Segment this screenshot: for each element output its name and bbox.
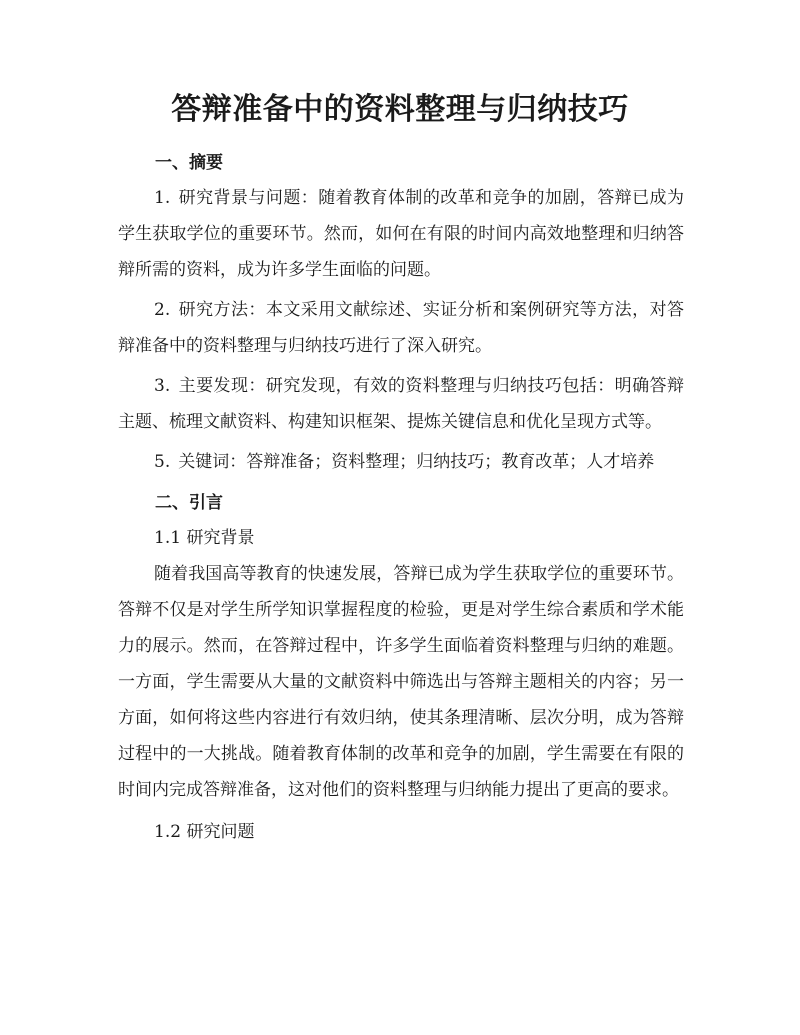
abstract-item-keywords xyxy=(118,444,684,480)
background-paragraph: 随着我国高等教育的快速发展，答辩已成为学生获取学位的重要环节。答辩不仅是对学生所学知识掌握程度的检验，更是对学生综合素质和学术能力的展示。然而，在答辩过程中，许多学生面临着资料整理与归纳的难题。一方面，学生需要从大量的文献资料中筛选出与答辩主题相关的内容；另一方面，如何将这些内容进行有效归纳，使其条理清晰、层次分明，成为答辩过程中的一大挑战。随着教育体制的改革和竞争的加剧，学生需要在有限的时间内完成答辩准备，这对他们的资料整理与归纳能力提出了更高的要求。 xyxy=(118,564,684,800)
item-text: 关键词：答辩准备；资料整理；归纳技巧；教育改革；人才培养 xyxy=(178,452,655,472)
section-heading-introduction: 二、引言 xyxy=(155,493,223,513)
subsection-heading-background: 1.1 研究背景 xyxy=(154,528,255,548)
item-number: 5. xyxy=(154,452,171,472)
item-number: 2. xyxy=(154,300,171,320)
section-heading-abstract: 一、摘要 xyxy=(155,153,223,173)
item-text: 研究方法：本文采用文献综述、实证分析和案例研究等方法，对答辩准备中的资料整理与归纳技巧进行了深入研究。 xyxy=(118,300,684,356)
item-number: 3. xyxy=(154,376,171,396)
abstract-item-1 xyxy=(118,180,684,288)
document-body xyxy=(118,146,684,850)
item-text: 主要发现：研究发现，有效的资料整理与归纳技巧包括：明确答辩主题、梳理文献资料、构建知识框架、提炼关键信息和优化呈现方式等。 xyxy=(118,376,684,432)
abstract-item-2 xyxy=(118,292,684,364)
item-text: 研究背景与问题：随着教育体制的改革和竞争的加剧，答辩已成为学生获取学位的重要环节。然而，如何在有限的时间内高效地整理和归纳答辩所需的资料，成为许多学生面临的问题。 xyxy=(118,188,684,280)
abstract-item-3 xyxy=(118,368,684,440)
page-title: 答辩准备中的资料整理与归纳技巧 xyxy=(171,92,629,127)
item-number: 1. xyxy=(154,188,171,208)
subsection-heading-research-question: 1.2 研究问题 xyxy=(154,822,255,842)
